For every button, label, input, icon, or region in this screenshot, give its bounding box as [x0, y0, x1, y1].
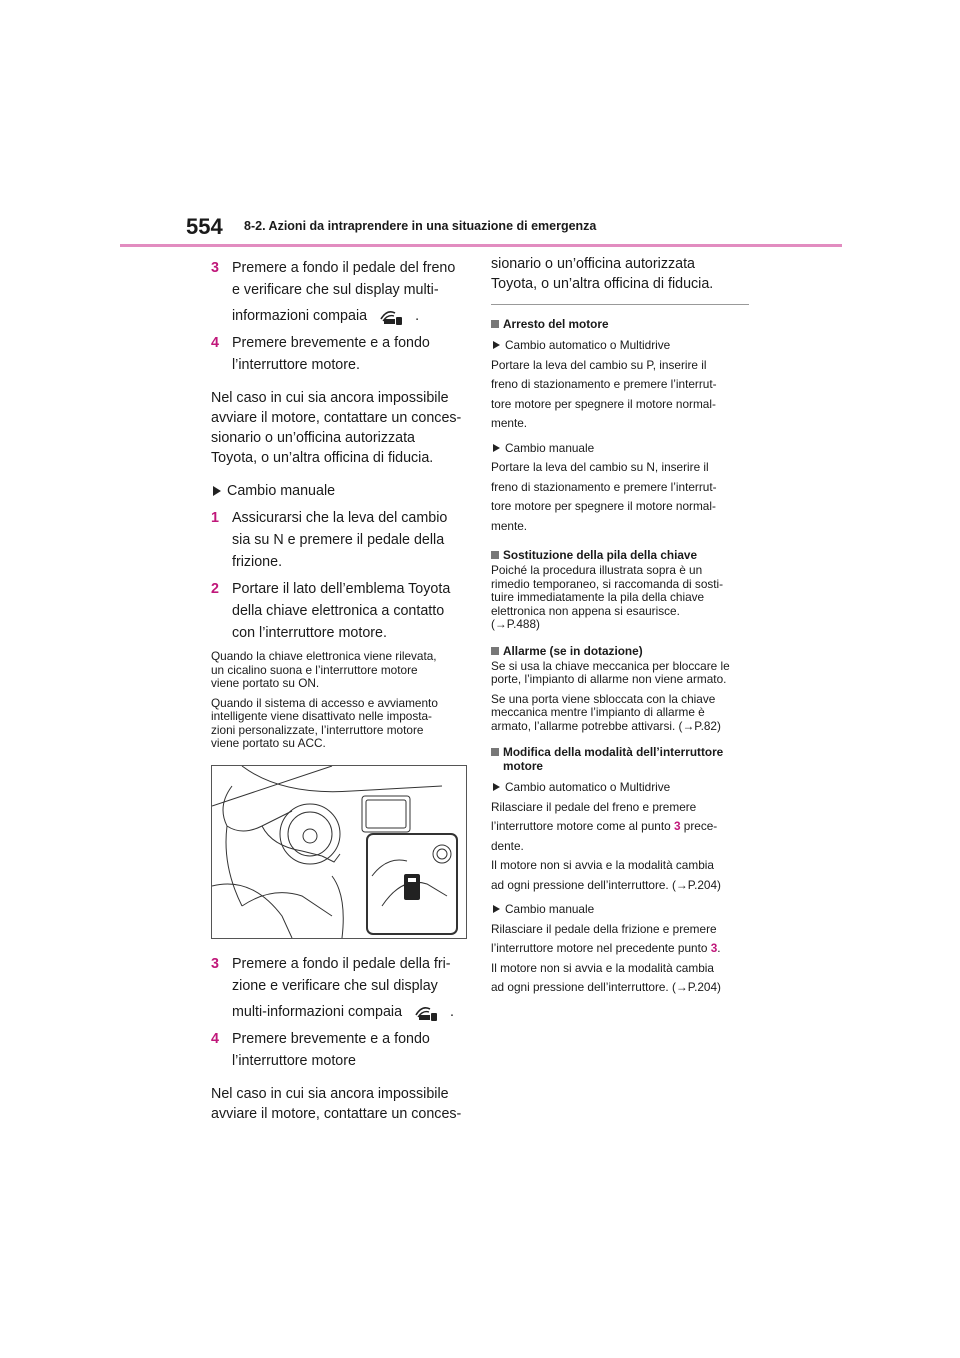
step-3 [211, 257, 469, 327]
page-number: 554 [186, 214, 223, 239]
subheading: Cambio manuale [491, 900, 753, 920]
triangle-bullet-icon [493, 444, 500, 452]
step-number: 4 [211, 335, 219, 352]
text-line: freno di stazionamento e premere l’interrut- [491, 377, 717, 391]
text-line: Portare la leva del cambio su P, inserire il [491, 357, 707, 372]
text-line: Il motore non si avvia e la modalità cambia [491, 960, 714, 975]
text-line: tore motore per spegnere il motore normal- [491, 499, 716, 513]
car-interior-illustration [211, 765, 467, 939]
manual-step-1: 1 Assicurarsi che la leva del cambio sia su N e premere il pedale della frizione. [211, 507, 469, 573]
paragraph: Nel caso in cui sia ancora impossibile avviare il motore, contattare un conces- sionario o un’officina autorizzata Toyota, o un’altra officina di fiducia. [211, 390, 462, 467]
section-heading: Arresto del motore [491, 317, 753, 331]
subheading: Cambio automatico o Multidrive [491, 336, 753, 356]
left-column [211, 252, 469, 1124]
illustration-svg [212, 766, 466, 938]
section-body: Se una porta viene sbloccata con la chiave meccanica mentre l’impianto di allarme è armato, l’allarme potrebbe attivarsi. (→P.82) [491, 691, 721, 733]
text-line: freno di stazionamento e premere l’interrut- [491, 479, 717, 494]
running-head: 8-2. Azioni da intraprendere in una situazione di emergenza [244, 219, 597, 233]
section-divider [491, 304, 749, 305]
step-number: 3 [211, 260, 219, 276]
text-line: ad ogni pressione dell’interruttore. (→P.204) [491, 980, 721, 994]
square-bullet-icon [491, 647, 499, 655]
step-4 [211, 332, 469, 376]
smart-key-icon [412, 1001, 440, 1023]
text-line: Rilasciare il pedale della frizione e premere [491, 921, 717, 936]
text-line: mente. [491, 518, 528, 533]
right-column [491, 252, 753, 998]
triangle-bullet-icon [493, 341, 500, 349]
step-text: l’interruttore motore. [232, 357, 360, 374]
manual-step-3: 3 Premere a fondo il pedale della fri- zione e verificare che sul display multi-informazioni compaia . [211, 953, 469, 1023]
smart-key-icon [377, 305, 405, 327]
step-reference: 3 [710, 941, 718, 955]
subheading: Cambio automatico o Multidrive [491, 778, 753, 798]
text-line: tore motore per spegnere il motore normal- [491, 396, 716, 411]
text-line: Rilasciare il pedale del freno e premere [491, 799, 697, 814]
text-line: Portare la leva del cambio su N, inserire il [491, 460, 709, 474]
step-number: 4 [211, 1030, 219, 1047]
square-bullet-icon [491, 748, 499, 756]
step-text: Premere brevemente e a fondo [232, 335, 430, 352]
step-reference: 3 [673, 819, 681, 833]
section-heading: Sostituzione della pila della chiave [491, 548, 753, 562]
header-rule [120, 244, 842, 247]
triangle-bullet-icon [493, 905, 500, 913]
section-body: Poiché la procedura illustrata sopra è un rimedio temporaneo, si raccomanda di sosti- tuire immediatamente la pila della chiave elettronica non appena si esaurisce. (→P.488) [491, 563, 724, 631]
step-number: 3 [211, 955, 219, 972]
paragraph: Nel caso in cui sia ancora impossibile avviare il motore, contattare un conces- [211, 1085, 462, 1122]
section-heading: Modifica della modalità dell’interruttore motore [491, 745, 753, 773]
step-text: informazioni compaia . [232, 305, 469, 327]
manual-heading: Cambio manuale [211, 480, 469, 502]
text-line: l’interruttore motore nel precedente punto 3. [491, 941, 721, 955]
step-text: e verificare che sul display multi- [232, 282, 439, 298]
text-line: ad ogni pressione dell’interruttore. (→P.204) [491, 877, 721, 892]
text-line: Il motore non si avvia e la modalità cambia [491, 858, 714, 872]
manual-step-4: 4 Premere brevemente e a fondo l’interruttore motore [211, 1028, 469, 1072]
note: Quando il sistema di accesso e avviamento intelligente viene disattivato nelle imposta- zioni personalizzate, l’interruttore motore viene portato su ACC. [211, 695, 438, 751]
step-number: 2 [211, 581, 219, 598]
text-line: dente. [491, 838, 524, 853]
manual-step-2: 2 Portare il lato dell’emblema Toyota della chiave elettronica a contatto con l’interruttore motore. [211, 578, 469, 644]
subheading: Cambio manuale [491, 439, 753, 459]
square-bullet-icon [491, 320, 499, 328]
triangle-bullet-icon [213, 486, 221, 496]
step-text: Premere a fondo il pedale del freno [232, 260, 456, 276]
text-line: mente. [491, 416, 528, 430]
section-heading: Allarme (se in dotazione) [491, 644, 753, 658]
triangle-bullet-icon [493, 783, 500, 791]
paragraph-continued: sionario o un’officina autorizzata Toyota, o un’altra officina di fiducia. [491, 256, 714, 292]
note: Quando la chiave elettronica viene rilevata, un cicalino suona e l’interruttore motore viene portato su ON. [211, 649, 437, 691]
text-line: l’interruttore motore come al punto 3 prece- [491, 819, 718, 833]
square-bullet-icon [491, 551, 499, 559]
section-body: Se si usa la chiave meccanica per bloccare le porte, l’impianto di allarme non viene armato. [491, 658, 730, 686]
step-number: 1 [211, 510, 219, 527]
